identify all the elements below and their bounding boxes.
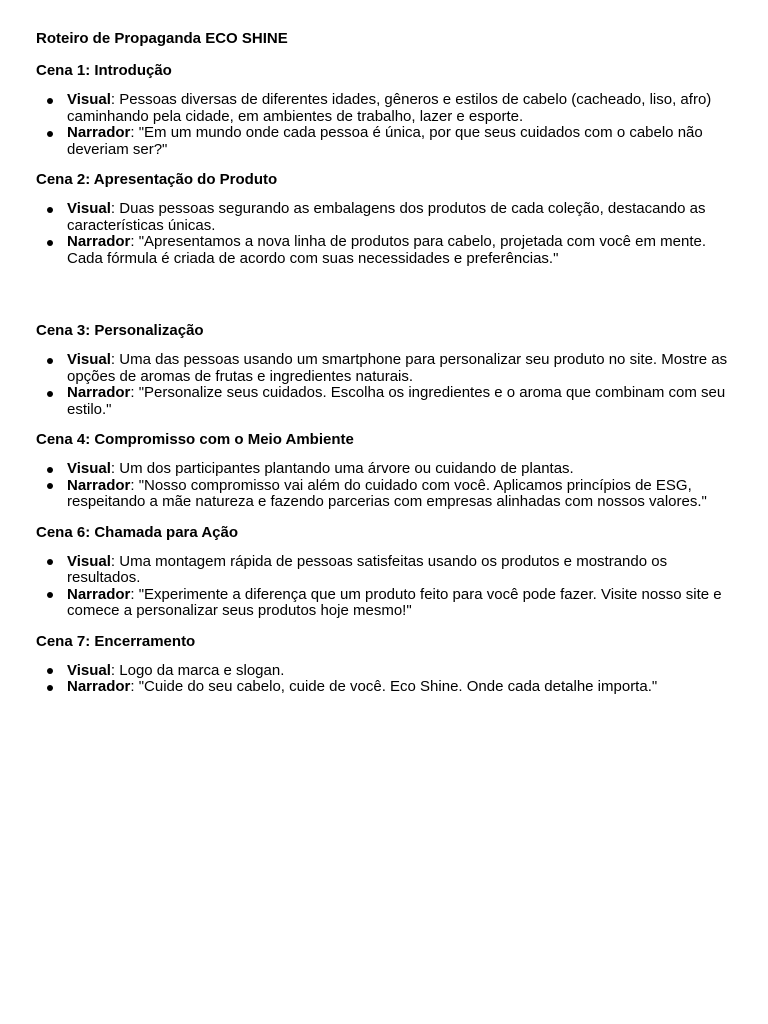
item-text: "Em um mundo onde cada pessoa é única, por que seus cuidados com o cabelo não deveriam ser?" (67, 124, 703, 158)
item-text: Logo da marca e slogan. (119, 661, 285, 679)
item-text: Um dos participantes plantando uma árvore ou cuidando de plantas. (119, 460, 574, 477)
document-title: Roteiro de Propaganda ECO SHINE (36, 30, 288, 47)
bullet-icon (47, 685, 53, 691)
scene-heading: Cena 1: Introdução (36, 62, 172, 79)
item-label: Visual (67, 351, 111, 368)
item-label: Narrador (67, 384, 131, 401)
list-item-visual (36, 92, 738, 125)
item-separator: : (130, 233, 139, 250)
item-separator: : (110, 91, 120, 108)
item-separator: : (130, 124, 139, 141)
blank-space (36, 279, 738, 321)
scene-list (36, 663, 738, 696)
item-separator: : (110, 351, 120, 368)
scene-list (36, 92, 738, 158)
scene-list (36, 461, 738, 511)
list-item-narrador (36, 478, 738, 511)
scene-heading: Cena 7: Encerramento (36, 632, 196, 650)
scene-1 (36, 61, 738, 158)
scene-list (36, 201, 738, 267)
item-text: "Cuide do seu cabelo, cuide de você. Eco Shine. Onde cada detalhe importa." (138, 678, 658, 695)
scene-3 (36, 321, 738, 418)
scene-2 (36, 170, 738, 267)
item-separator: : (130, 384, 139, 401)
bullet-icon (47, 668, 53, 674)
item-separator: : (110, 661, 120, 679)
bullet-icon (47, 467, 53, 473)
item-text: "Experimente a diferença que um produto feito para você pode fazer. Visite nosso site e comece a personalizar seus produtos hoje mesmo!" (67, 585, 722, 619)
bullet-icon (47, 592, 53, 598)
item-separator: : (130, 678, 139, 695)
item-separator: : (130, 476, 139, 494)
item-label: Narrador (67, 124, 131, 141)
bullet-icon (47, 207, 53, 213)
item-separator: : (110, 552, 120, 570)
list-item-narrador (36, 125, 738, 158)
bullet-icon (47, 131, 53, 137)
item-text: "Apresentamos a nova linha de produtos para cabelo, projetada com você em mente. Cada fórmula é criada de acordo com suas necessidades e preferências." (67, 233, 707, 267)
bullet-icon (47, 240, 53, 246)
list-item-narrador (36, 234, 738, 267)
bullet-icon (47, 483, 53, 489)
item-separator: : (110, 200, 120, 217)
bullet-icon (47, 358, 53, 364)
list-item-visual (36, 201, 738, 234)
scene-list (36, 352, 738, 418)
item-text: Pessoas diversas de diferentes idades, gêneros e estilos de cabelo (cacheado, liso, afro) caminhando pela cidade, em ambientes de trabalho, lazer e esporte. (67, 91, 712, 125)
bullet-icon (47, 98, 53, 104)
item-separator: : (130, 585, 139, 603)
item-text: "Nosso compromisso vai além do cuidado com você. Aplicamos princípios de ESG, respeitando a mãe natureza e fazendo parcerias com empresas alinhadas com nossos valores." (67, 476, 707, 510)
item-label: Narrador (67, 476, 131, 494)
item-label: Narrador (67, 678, 131, 695)
item-label: Visual (67, 552, 111, 570)
item-label: Narrador (67, 233, 131, 250)
list-item-visual (36, 461, 738, 478)
item-text: Uma das pessoas usando um smartphone para personalizar seu produto no site. Mostre as opções de aromas de frutas e ingredientes naturais. (67, 351, 728, 385)
scene-6 (36, 523, 738, 620)
list-item-visual (36, 663, 738, 680)
scene-list (36, 554, 738, 620)
list-item-narrador (36, 679, 738, 696)
scene-heading: Cena 2: Apresentação do Produto (36, 171, 278, 188)
bullet-icon (47, 391, 53, 397)
item-text: "Personalize seus cuidados. Escolha os ingredientes e o aroma que combinam com seu estilo." (67, 384, 726, 418)
list-item-visual (36, 554, 738, 587)
list-item-visual (36, 352, 738, 385)
item-text: Uma montagem rápida de pessoas satisfeitas usando os produtos e mostrando os resultados. (67, 552, 668, 586)
item-separator: : (110, 460, 120, 477)
list-item-narrador (36, 587, 738, 620)
bullet-icon (47, 559, 53, 565)
scene-heading: Cena 3: Personalização (36, 322, 204, 339)
item-label: Visual (67, 200, 111, 217)
item-text: Duas pessoas segurando as embalagens dos produtos de cada coleção, destacando as características únicas. (67, 200, 706, 234)
scene-heading: Cena 4: Compromisso com o Meio Ambiente (36, 431, 354, 448)
scene-4 (36, 430, 738, 511)
list-item-narrador (36, 385, 738, 418)
item-label: Visual (67, 460, 111, 477)
item-label: Visual (67, 91, 111, 108)
scene-7 (36, 632, 738, 696)
item-label: Narrador (67, 585, 131, 603)
item-label: Visual (67, 661, 111, 679)
scene-heading: Cena 6: Chamada para Ação (36, 523, 239, 541)
